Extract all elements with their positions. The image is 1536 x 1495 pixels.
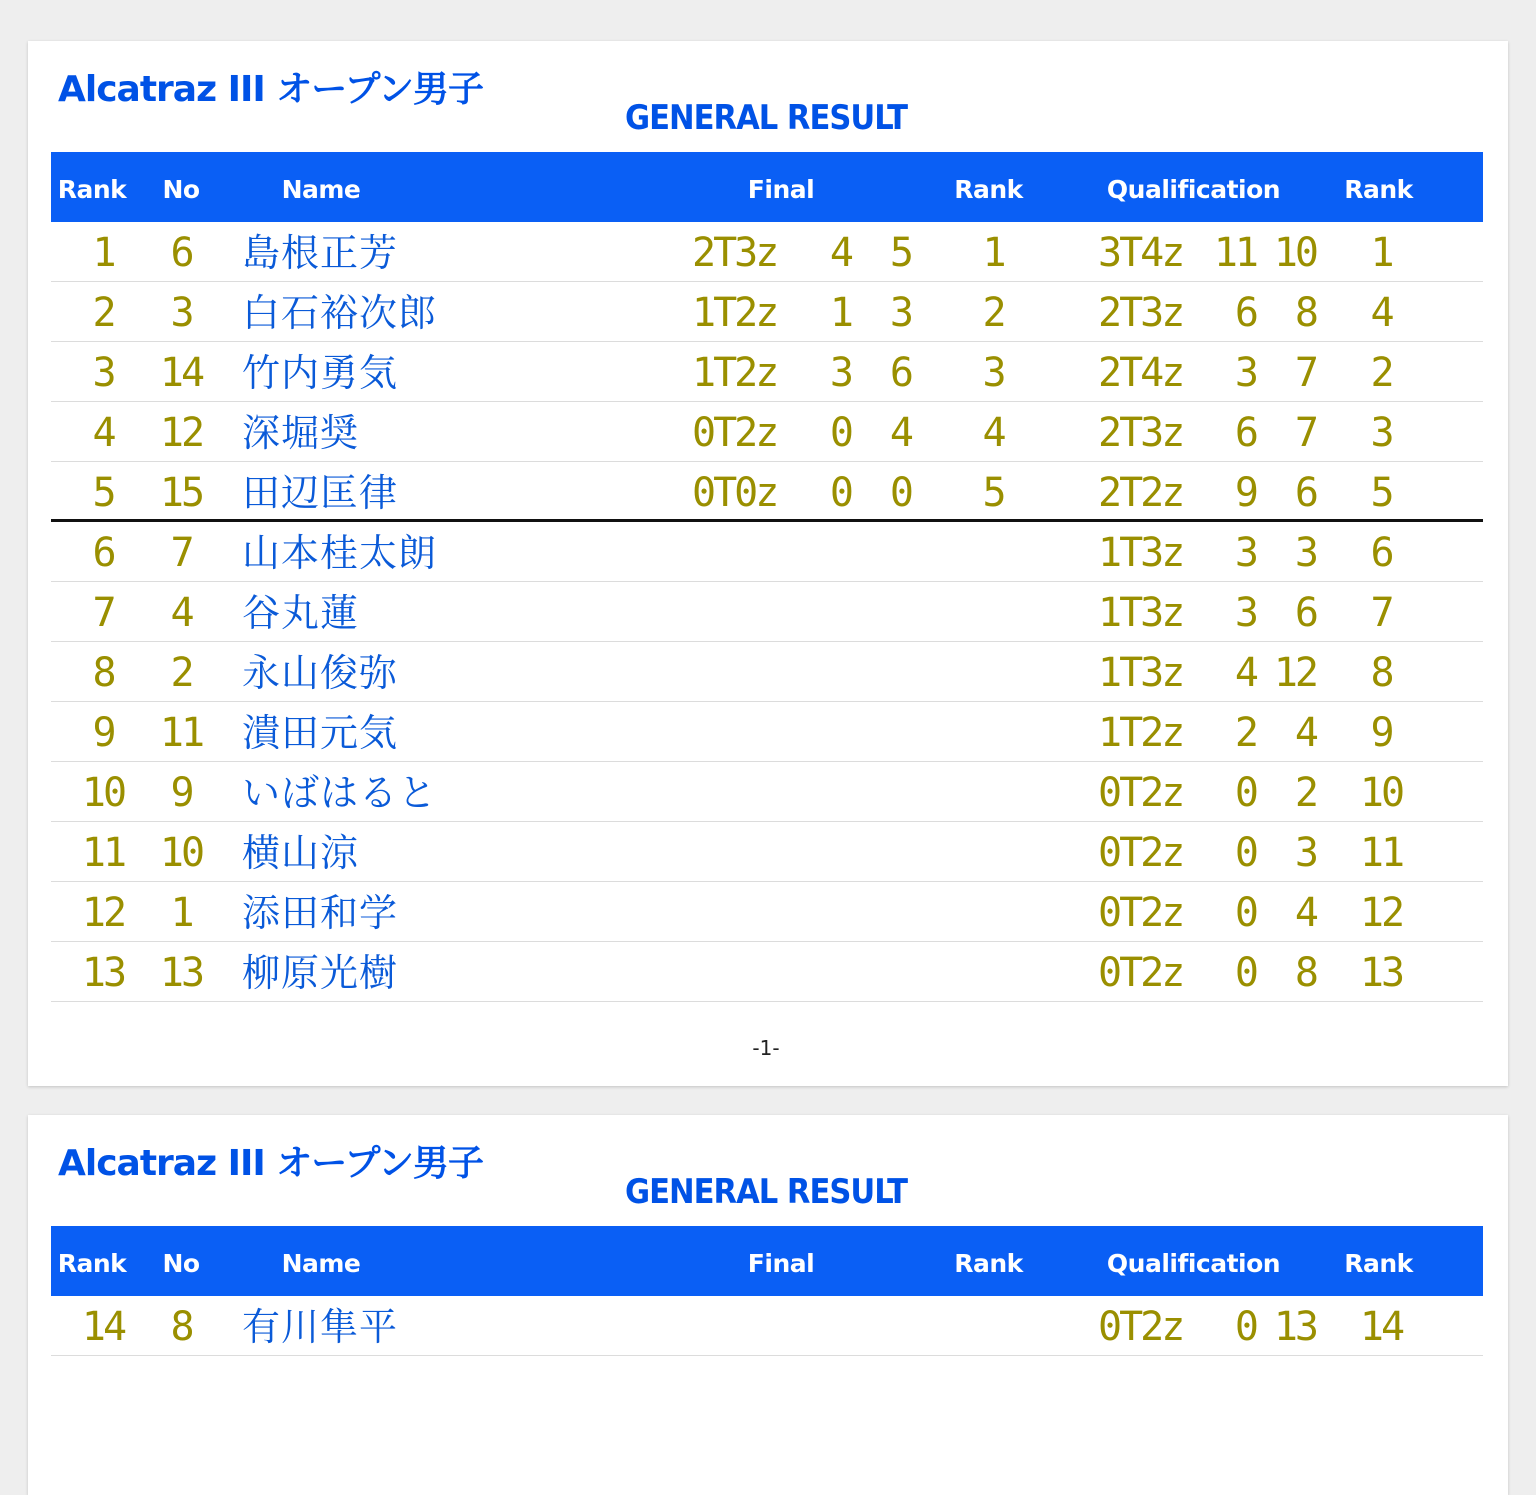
cell-final-b: 0 <box>889 470 911 516</box>
cell-name: 潰田元気 <box>242 711 399 755</box>
cell-qual-a: 2 <box>1234 710 1256 756</box>
cell-rank: 6 <box>92 530 114 576</box>
cell-rank: 7 <box>92 590 114 636</box>
cell-final: 0T0z <box>692 470 777 516</box>
col-name-header: Name <box>281 1249 361 1278</box>
col-no-header: No <box>162 1249 200 1278</box>
cell-qual-rank: 12 <box>1359 890 1403 936</box>
cell-final-b <box>851 1296 911 1356</box>
cell-final-rank <box>963 642 1023 702</box>
cell-final-b <box>851 642 911 702</box>
col-final-header: Final <box>747 1249 815 1278</box>
cell-qual-a: 3 <box>1234 590 1256 636</box>
cell-qual: 2T2z <box>1098 470 1183 516</box>
table-row <box>51 642 1483 702</box>
results-page-2 <box>28 1115 1508 1495</box>
cell-final: 2T3z <box>692 230 777 276</box>
table-row <box>51 942 1483 1002</box>
cell-qual-a: 0 <box>1234 1304 1256 1350</box>
cell-qual-b: 3 <box>1294 830 1316 876</box>
results-table-body <box>51 222 1483 1002</box>
cell-qual-b: 2 <box>1294 770 1316 816</box>
cell-no: 15 <box>159 470 203 516</box>
cell-qual: 2T4z <box>1098 350 1183 396</box>
cell-final-a: 0 <box>829 410 851 456</box>
cell-final-b <box>851 702 911 762</box>
cell-qual-a: 4 <box>1234 650 1256 696</box>
cell-qual-rank: 10 <box>1359 770 1403 816</box>
cell-final <box>692 522 802 582</box>
cell-rank: 13 <box>81 950 125 996</box>
cell-qual-b: 4 <box>1294 710 1316 756</box>
cell-name: いばはると <box>242 771 438 815</box>
cell-final-a <box>791 822 851 882</box>
cell-final-a: 0 <box>829 470 851 516</box>
cell-qual-b: 12 <box>1273 650 1316 696</box>
cell-final-b <box>851 762 911 822</box>
cell-qual-b: 3 <box>1294 530 1316 576</box>
cell-qual-b: 6 <box>1294 590 1316 636</box>
cell-qual-rank: 14 <box>1359 1304 1403 1350</box>
cell-final-b <box>851 582 911 642</box>
cell-final-rank <box>963 942 1023 1002</box>
col-qualification-header: Qualification <box>1106 175 1281 204</box>
cell-qual: 0T2z <box>1098 890 1183 936</box>
cell-final: 0T2z <box>692 410 777 456</box>
cell-final-a <box>791 942 851 1002</box>
cell-qual-a: 6 <box>1234 410 1256 456</box>
col-qualification-header: Qualification <box>1106 1249 1281 1278</box>
cell-name: 永山俊弥 <box>242 651 399 695</box>
cell-final-rank: 4 <box>982 410 1004 456</box>
cell-qual-a: 0 <box>1234 950 1256 996</box>
cell-name: 田辺匡律 <box>242 471 399 515</box>
table-row <box>51 582 1483 642</box>
cell-qual-a: 0 <box>1234 770 1256 816</box>
cell-qual-a: 3 <box>1234 350 1256 396</box>
col-qual-rank-header: Rank <box>1344 175 1413 204</box>
col-final-header: Final <box>747 175 815 204</box>
cell-final-rank: 5 <box>982 470 1004 516</box>
cell-qual: 1T3z <box>1098 650 1183 696</box>
cell-final <box>692 762 802 822</box>
cell-qual-b: 13 <box>1273 1304 1316 1350</box>
cell-name: 深堀奨 <box>242 411 360 455</box>
cell-rank: 3 <box>92 350 114 396</box>
col-final-rank-header: Rank <box>954 175 1023 204</box>
cell-qual-rank: 2 <box>1370 350 1392 396</box>
cell-rank: 10 <box>81 770 125 816</box>
cell-final-a: 1 <box>829 290 851 336</box>
cell-no: 3 <box>170 290 192 336</box>
cell-no: 10 <box>159 830 203 876</box>
cell-qual-rank: 3 <box>1370 410 1392 456</box>
cell-qual-b: 6 <box>1294 470 1316 516</box>
table-row <box>51 282 1483 342</box>
col-name-header: Name <box>281 175 361 204</box>
results-table-body <box>51 1296 1483 1356</box>
cell-no: 6 <box>170 230 192 276</box>
cell-final-b: 6 <box>889 350 911 396</box>
cell-final-rank <box>963 702 1023 762</box>
cell-final-b <box>851 942 911 1002</box>
cell-qual-rank: 1 <box>1370 230 1392 276</box>
cell-final-rank: 2 <box>982 290 1004 336</box>
table-row <box>51 222 1483 282</box>
col-rank-header: Rank <box>57 175 127 204</box>
cell-qual-rank: 7 <box>1370 590 1392 636</box>
cell-no: 12 <box>159 410 203 456</box>
cell-rank: 8 <box>92 650 114 696</box>
cell-final-rank <box>963 762 1023 822</box>
cell-qual-b: 10 <box>1273 230 1316 276</box>
col-rank-header: Rank <box>57 1249 127 1278</box>
cell-qual-a: 6 <box>1234 290 1256 336</box>
result-title: GENERAL RESULT <box>625 1172 907 1212</box>
cell-rank: 5 <box>92 470 114 516</box>
cell-final-b <box>851 522 911 582</box>
cell-qual-a: 9 <box>1234 470 1256 516</box>
cell-final: 1T2z <box>692 290 777 336</box>
col-final-rank-header: Rank <box>954 1249 1023 1278</box>
cell-qual-rank: 4 <box>1370 290 1392 336</box>
table-row <box>51 762 1483 822</box>
page-number: -1- <box>752 1036 780 1060</box>
results-page-1 <box>28 41 1508 1086</box>
cell-qual-rank: 11 <box>1359 830 1403 876</box>
cell-qual-a: 11 <box>1213 230 1256 276</box>
cell-final-b: 4 <box>889 410 911 456</box>
cell-qual-a: 0 <box>1234 890 1256 936</box>
cell-name: 横山涼 <box>242 831 360 875</box>
cell-final-a <box>791 702 851 762</box>
cell-qual-rank: 13 <box>1359 950 1403 996</box>
table-row <box>51 462 1483 522</box>
event-title: Alcatraz III オープン男子 <box>58 1143 484 1184</box>
table-row <box>51 1296 1483 1356</box>
cell-qual: 0T2z <box>1098 1304 1183 1350</box>
cell-qual-rank: 8 <box>1370 650 1392 696</box>
cell-name: 山本桂太朗 <box>242 531 438 575</box>
cell-final <box>692 582 802 642</box>
cell-final-rank <box>963 882 1023 942</box>
cell-qual-a: 0 <box>1234 830 1256 876</box>
cell-qual-rank: 9 <box>1370 710 1392 756</box>
cell-final-b <box>851 882 911 942</box>
cell-final-a <box>791 522 851 582</box>
cell-name: 竹内勇気 <box>242 351 399 395</box>
cell-rank: 2 <box>92 290 114 336</box>
col-no-header: No <box>162 175 200 204</box>
cell-rank: 4 <box>92 410 114 456</box>
cell-qual: 0T2z <box>1098 950 1183 996</box>
cell-rank: 1 <box>92 230 114 276</box>
cell-final-a <box>791 1296 851 1356</box>
cell-no: 7 <box>170 530 192 576</box>
cell-final-rank <box>963 582 1023 642</box>
cell-no: 11 <box>159 710 203 756</box>
cell-final-b <box>851 822 911 882</box>
table-row <box>51 822 1483 882</box>
table-row <box>51 342 1483 402</box>
cell-final-rank: 3 <box>982 350 1004 396</box>
cell-rank: 12 <box>81 890 125 936</box>
cell-rank: 11 <box>81 830 125 876</box>
cell-qual-a: 3 <box>1234 530 1256 576</box>
cell-qual: 1T3z <box>1098 590 1183 636</box>
cell-final <box>692 882 802 942</box>
table-header <box>51 152 1483 222</box>
cell-final-rank: 1 <box>982 230 1004 276</box>
cell-no: 13 <box>159 950 203 996</box>
cell-qual: 1T3z <box>1098 530 1183 576</box>
cell-name: 有川隼平 <box>242 1305 399 1349</box>
cell-final-a <box>791 642 851 702</box>
table-row <box>51 402 1483 462</box>
cell-qual-b: 7 <box>1294 410 1316 456</box>
cell-final-a <box>791 582 851 642</box>
cell-no: 2 <box>170 650 192 696</box>
cell-name: 柳原光樹 <box>242 951 399 995</box>
cell-final-rank <box>963 822 1023 882</box>
table-row <box>51 702 1483 762</box>
cell-name: 添田和学 <box>242 891 399 935</box>
cell-qual: 2T3z <box>1098 290 1183 336</box>
cell-final-rank <box>963 1296 1023 1356</box>
cell-qual-b: 8 <box>1294 290 1316 336</box>
cell-qual: 0T2z <box>1098 830 1183 876</box>
cell-final-a <box>791 882 851 942</box>
cell-final <box>692 642 802 702</box>
cell-qual: 3T4z <box>1098 230 1183 276</box>
cell-final-a: 3 <box>829 350 851 396</box>
cell-qual-rank: 6 <box>1370 530 1392 576</box>
cell-qual: 0T2z <box>1098 770 1183 816</box>
cell-no: 4 <box>170 590 192 636</box>
cell-final <box>692 702 802 762</box>
cell-qual-b: 8 <box>1294 950 1316 996</box>
event-title: Alcatraz III オープン男子 <box>58 69 484 110</box>
cell-name: 島根正芳 <box>242 231 399 275</box>
cell-no: 9 <box>170 770 192 816</box>
cell-rank: 14 <box>81 1304 125 1350</box>
cell-final-rank <box>963 522 1023 582</box>
cell-qual: 2T3z <box>1098 410 1183 456</box>
cell-final: 1T2z <box>692 350 777 396</box>
cell-final <box>692 1296 802 1356</box>
cell-no: 8 <box>170 1304 192 1350</box>
cell-final-b: 3 <box>889 290 911 336</box>
col-qual-rank-header: Rank <box>1344 1249 1413 1278</box>
table-row <box>51 522 1483 582</box>
cell-qual-b: 7 <box>1294 350 1316 396</box>
result-title: GENERAL RESULT <box>625 98 907 138</box>
cell-name: 白石裕次郎 <box>242 291 438 335</box>
cell-final <box>692 942 802 1002</box>
cell-final-b: 5 <box>889 230 911 276</box>
cell-no: 1 <box>170 890 192 936</box>
cell-rank: 9 <box>92 710 114 756</box>
cell-name: 谷丸蓮 <box>242 591 360 635</box>
cell-final <box>692 822 802 882</box>
cell-qual: 1T2z <box>1098 710 1183 756</box>
cell-qual-rank: 5 <box>1370 470 1392 516</box>
cell-qual-b: 4 <box>1294 890 1316 936</box>
cell-final-a <box>791 762 851 822</box>
table-row <box>51 882 1483 942</box>
table-header <box>51 1226 1483 1296</box>
cell-no: 14 <box>159 350 203 396</box>
cell-final-a: 4 <box>829 230 851 276</box>
